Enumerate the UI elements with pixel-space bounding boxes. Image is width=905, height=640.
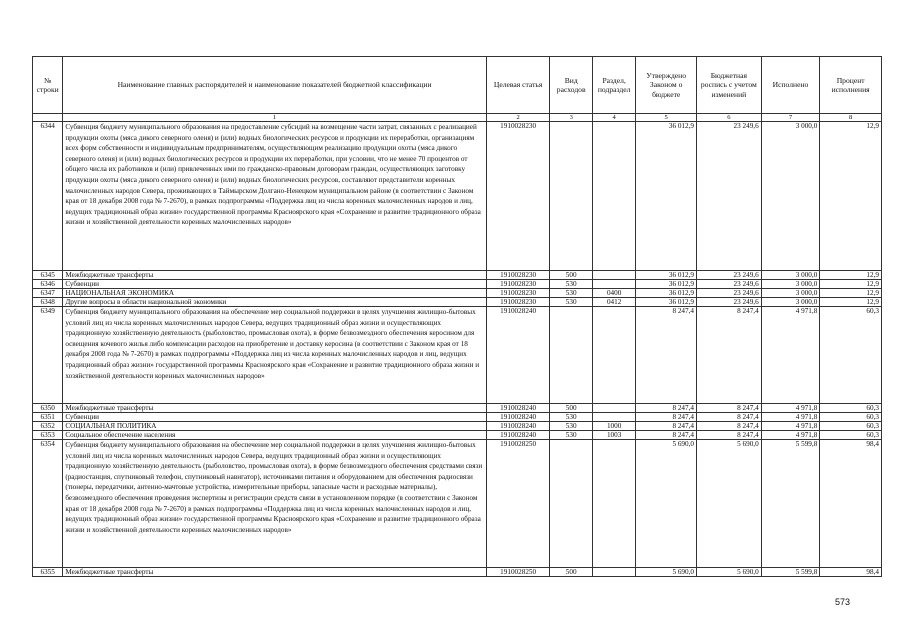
row-section: 1003 (592, 431, 635, 440)
column-number: 5 (636, 114, 697, 122)
row-name: Межбюджетные трансферты (63, 568, 486, 577)
row-executed: 4 971,8 (761, 422, 820, 431)
row-section (592, 280, 635, 289)
row-percent: 60,3 (820, 404, 882, 413)
row-section: 0412 (592, 298, 635, 307)
row-type: 530 (550, 289, 592, 298)
row-approved: 8 247,4 (636, 413, 697, 422)
row-number: 6348 (33, 298, 63, 307)
row-section: 1000 (592, 422, 635, 431)
row-approved: 36 012,9 (636, 271, 697, 280)
table-row (33, 413, 882, 422)
table-row (33, 122, 882, 271)
row-executed: 5 599,8 (761, 568, 820, 577)
row-type: 530 (550, 431, 592, 440)
row-percent: 98,4 (820, 568, 882, 577)
header-name: Наименование главных распорядителей и наименование показателей бюджетной классификации (63, 57, 486, 114)
column-number: 4 (592, 114, 635, 122)
row-target: 1910028230 (486, 289, 550, 298)
row-budget: 5 690,0 (697, 440, 762, 568)
row-budget: 8 247,4 (697, 431, 762, 440)
header-approved: Утверждено Законом о бюджете (636, 57, 697, 114)
row-name: Субвенция бюджету муниципального образования на обеспечение мер социальной поддержки в целях улучшения жилищно-бытовых условий лиц из числа коренных малочисленных народов Севера, ведущих традиционный образ жизни и осуществляющих традиционную хозяйственную деятельность (рыболовство, промысловая охота), в форме безвозмездного обеспечения керосином для освещения кочевого жилья либо компенсации расходов на приобретение и доставку керосина (в соответствии с Законом края от 18 декабря 2008 года № 7-2670) в рамках подпрограммы «Поддержка лиц из числа коренных малочисленных народов и лиц, ведущих традиционный образ жизни» государственной программы Красноярского края «Сохранение и развитие традиционного образа жизни и хозяйственной деятельности коренных малочисленных народов» (63, 307, 486, 404)
row-approved: 36 012,9 (636, 280, 697, 289)
row-number: 6349 (33, 307, 63, 404)
row-target: 1910028240 (486, 431, 550, 440)
row-target: 1910028230 (486, 280, 550, 289)
row-target: 1910028240 (486, 422, 550, 431)
column-number: 8 (820, 114, 882, 122)
row-section: 0400 (592, 289, 635, 298)
row-percent: 12,9 (820, 122, 882, 271)
row-target: 1910028230 (486, 298, 550, 307)
row-executed: 4 971,8 (761, 431, 820, 440)
row-section (592, 404, 635, 413)
row-section (592, 413, 635, 422)
header-expense-type: Вид расходов (550, 57, 592, 114)
row-budget: 8 247,4 (697, 422, 762, 431)
row-section (592, 271, 635, 280)
row-percent: 12,9 (820, 280, 882, 289)
column-number-row (33, 114, 882, 122)
row-budget: 23 249,6 (697, 271, 762, 280)
row-approved: 8 247,4 (636, 431, 697, 440)
row-approved: 8 247,4 (636, 404, 697, 413)
row-approved: 36 012,9 (636, 298, 697, 307)
row-percent: 60,3 (820, 431, 882, 440)
row-percent: 12,9 (820, 289, 882, 298)
row-approved: 8 247,4 (636, 422, 697, 431)
row-budget: 23 249,6 (697, 280, 762, 289)
row-target: 1910028230 (486, 271, 550, 280)
header-row-number: № строки (33, 57, 63, 114)
header-target-article: Целевая статья (486, 57, 550, 114)
row-executed: 5 599,8 (761, 440, 820, 568)
table-row (33, 280, 882, 289)
row-type (550, 307, 592, 404)
row-percent: 12,9 (820, 298, 882, 307)
row-name: Межбюджетные трансферты (63, 404, 486, 413)
row-percent: 98,4 (820, 440, 882, 568)
row-executed: 3 000,0 (761, 289, 820, 298)
row-number: 6344 (33, 122, 63, 271)
row-approved: 36 012,9 (636, 289, 697, 298)
row-type: 500 (550, 404, 592, 413)
row-name: Социальное обеспечение населения (63, 431, 486, 440)
row-percent: 60,3 (820, 307, 882, 404)
row-section (592, 122, 635, 271)
row-name: Субвенция бюджету муниципального образования на обеспечение мер социальной поддержки в целях улучшения жилищно-бытовых условий лиц из числа коренных малочисленных народов Севера, ведущих традиционный образ жизни и осуществляющих традиционную хозяйственную деятельность (рыболовство, промысловая охота), в форме безвозмездного обеспечения средствами связи (радиостанция, спутниковый телефон, спутниковый навигатор), источниками питания и оборудованием для обеспечения радиосвязи (тюнеры, передатчики, антенно-мачтовые устройства, измерительные приборы, запасные части и расходные материалы), безвозмездного обеспечения проведения экспертизы и регистрации средств связи в установленном порядке (в соответствии с Законом края от 18 декабря 2008 года № 7-2670) в рамках подпрограммы «Поддержка лиц из числа коренных малочисленных народов и лиц, ведущих традиционный образ жизни» государственной программы Красноярского края «Сохранение и развитие традиционного образа жизни и хозяйственной деятельности коренных малочисленных народов» (63, 440, 486, 568)
row-target: 1910028250 (486, 568, 550, 577)
row-executed: 3 000,0 (761, 298, 820, 307)
row-budget: 5 690,0 (697, 568, 762, 577)
row-budget: 8 247,4 (697, 307, 762, 404)
row-approved: 5 690,0 (636, 568, 697, 577)
row-number: 6352 (33, 422, 63, 431)
table-row (33, 568, 882, 577)
row-name: Другие вопросы в области национальной экономики (63, 298, 486, 307)
table-header-row (33, 57, 882, 114)
row-type: 500 (550, 568, 592, 577)
row-approved: 36 012,9 (636, 122, 697, 271)
row-name: Субвенции (63, 280, 486, 289)
column-number-empty (33, 114, 63, 122)
row-section (592, 307, 635, 404)
row-budget: 23 249,6 (697, 122, 762, 271)
row-number: 6354 (33, 440, 63, 568)
table-row (33, 307, 882, 404)
row-type: 530 (550, 413, 592, 422)
row-name: НАЦИОНАЛЬНАЯ ЭКОНОМИКА (63, 289, 486, 298)
row-percent: 12,9 (820, 271, 882, 280)
row-number: 6347 (33, 289, 63, 298)
header-percent: Процент исполнения (820, 57, 882, 114)
row-number: 6345 (33, 271, 63, 280)
row-executed: 3 000,0 (761, 280, 820, 289)
row-section (592, 440, 635, 568)
row-type: 530 (550, 422, 592, 431)
row-type (550, 122, 592, 271)
row-executed: 4 971,8 (761, 307, 820, 404)
table-row (33, 298, 882, 307)
header-budget-schedule: Бюджетная роспись с учетом изменений (697, 57, 762, 114)
table-row (33, 289, 882, 298)
row-name: Субвенции (63, 413, 486, 422)
table-row (33, 440, 882, 568)
row-executed: 3 000,0 (761, 271, 820, 280)
header-executed: Исполнено (761, 57, 820, 114)
row-executed: 4 971,8 (761, 404, 820, 413)
header-section: Раздел, подраздел (592, 57, 635, 114)
row-target: 1910028230 (486, 122, 550, 271)
budget-table (32, 56, 882, 577)
row-percent: 60,3 (820, 422, 882, 431)
row-target: 1910028240 (486, 307, 550, 404)
row-number: 6353 (33, 431, 63, 440)
table-row (33, 404, 882, 413)
row-executed: 4 971,8 (761, 413, 820, 422)
row-budget: 8 247,4 (697, 413, 762, 422)
table-row (33, 271, 882, 280)
row-name: СОЦИАЛЬНАЯ ПОЛИТИКА (63, 422, 486, 431)
row-budget: 8 247,4 (697, 404, 762, 413)
row-number: 6355 (33, 568, 63, 577)
row-section (592, 568, 635, 577)
column-number: 7 (761, 114, 820, 122)
row-type (550, 440, 592, 568)
row-approved: 5 690,0 (636, 440, 697, 568)
table-row (33, 422, 882, 431)
row-budget: 23 249,6 (697, 289, 762, 298)
column-number: 6 (697, 114, 762, 122)
row-executed: 3 000,0 (761, 122, 820, 271)
row-name: Субвенция бюджету муниципального образования на предоставление субсидий на возмещение части затрат, связанных с реализацией продукции охоты (мяса дикого северного оленя) и (или) водных биологических ресурсов и продукции их переработки, организациям всех форм собственности и индивидуальным предпринимателям, осуществляющим реализацию продукции охоты (мяса дикого северного оленя) и (или) водных биологических ресурсов и продукции их переработки, при условии, что не менее 70 процентов от общего числа их работников и (или) привлеченных ими по гражданско-правовым договорам граждан, осуществляющих заготовку продукции охоты (мяса дикого северного оленя) и (или) водных биологических ресурсов, составляют представители коренных малочисленных народов Севера, проживающих в Таймырском Долгано-Ненецком муниципальном районе (в соответствии с Законом края от 18 декабря 2008 года № 7-2670), в рамках подпрограммы «Поддержка лиц из числа коренных малочисленных народов и лиц, ведущих традиционный образ жизни» государственной программы Красноярского края «Сохранение и развитие традиционного образа жизни и хозяйственной деятельности коренных малочисленных народов» (63, 122, 486, 271)
column-number: 3 (550, 114, 592, 122)
row-budget: 23 249,6 (697, 298, 762, 307)
row-number: 6346 (33, 280, 63, 289)
column-number: 2 (486, 114, 550, 122)
row-number: 6351 (33, 413, 63, 422)
row-number: 6350 (33, 404, 63, 413)
row-target: 1910028250 (486, 440, 550, 568)
row-type: 530 (550, 298, 592, 307)
column-number: 1 (63, 114, 486, 122)
table-row (33, 431, 882, 440)
row-target: 1910028240 (486, 404, 550, 413)
row-type: 500 (550, 271, 592, 280)
row-percent: 60,3 (820, 413, 882, 422)
row-type: 530 (550, 280, 592, 289)
row-target: 1910028240 (486, 413, 550, 422)
row-name: Межбюджетные трансферты (63, 271, 486, 280)
page-number: 573 (835, 597, 851, 607)
row-approved: 8 247,4 (636, 307, 697, 404)
